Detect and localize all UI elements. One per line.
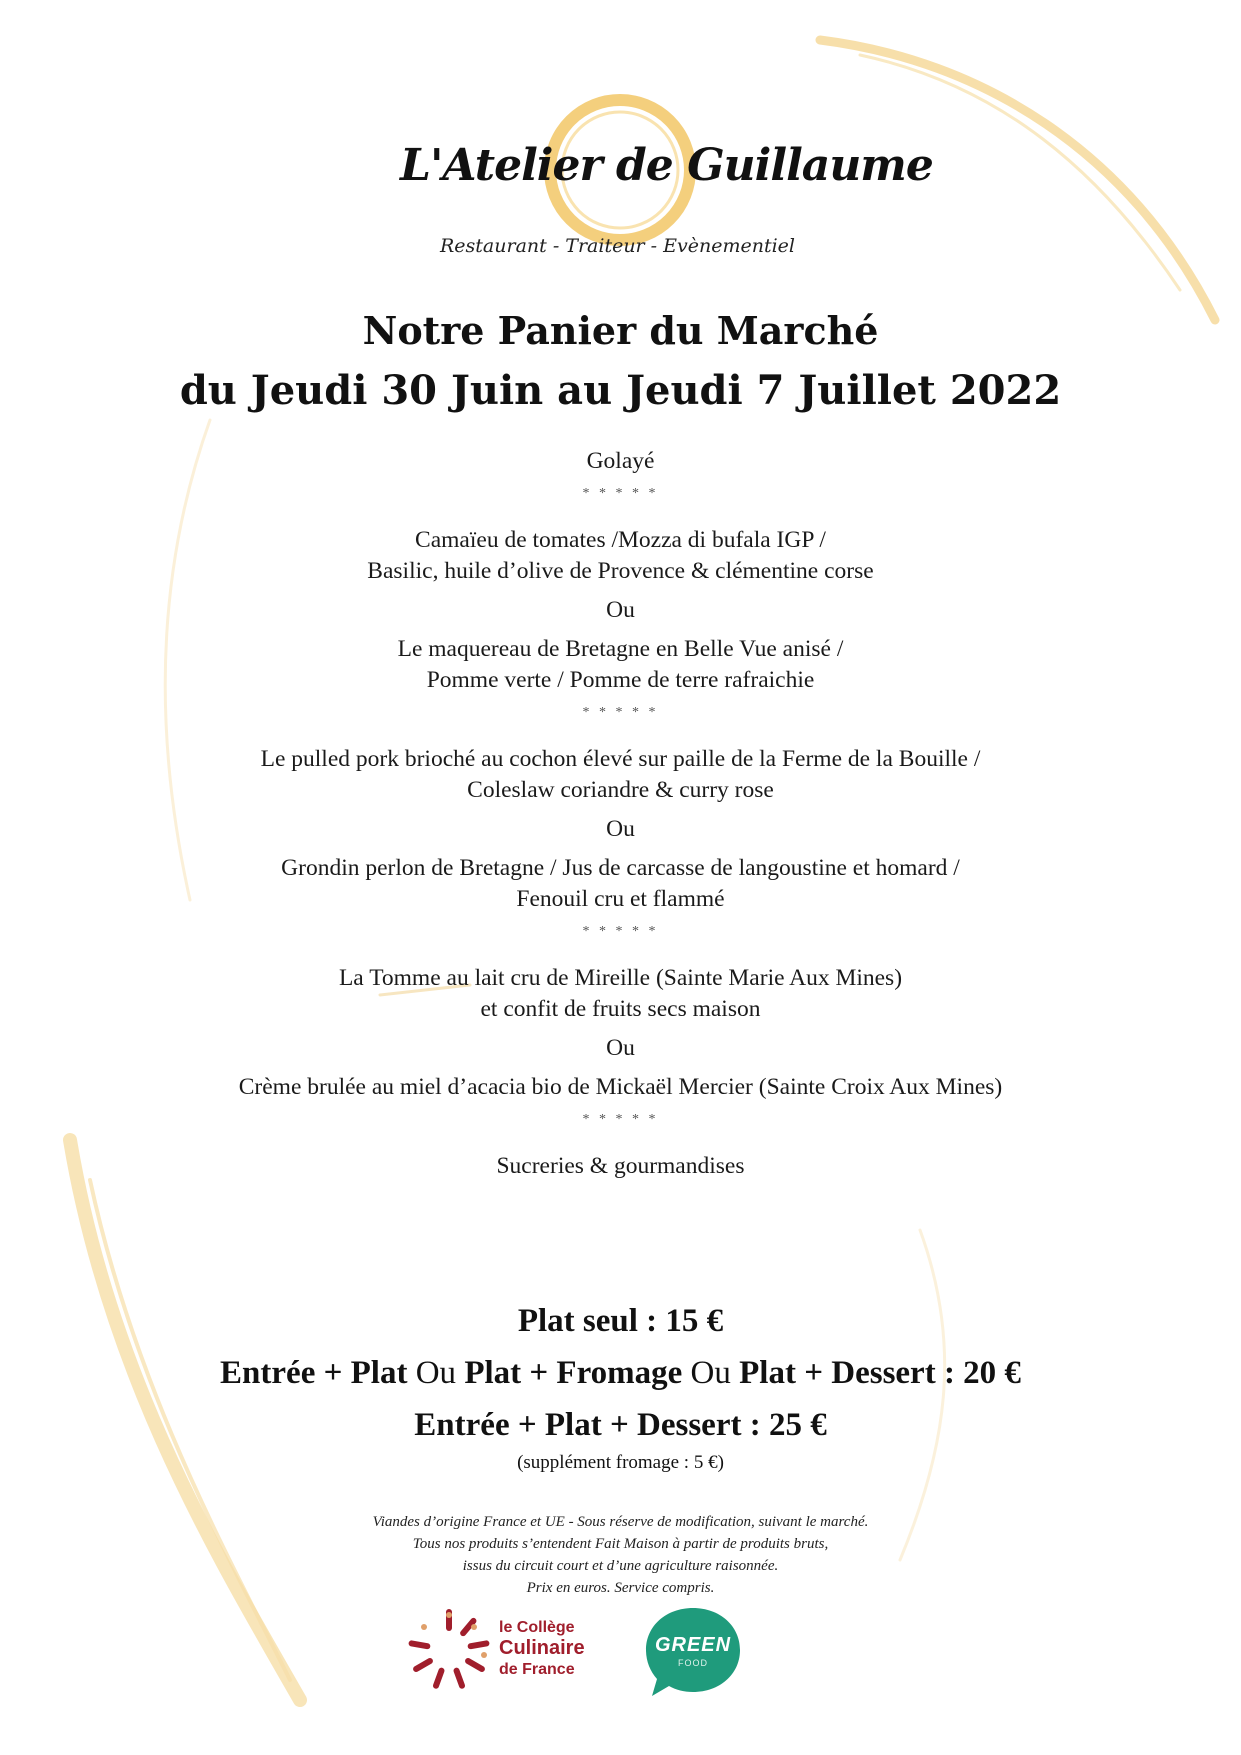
fromage-line-1: La Tomme au lait cru de Mireille (Sainte Marie Aux Mines) [338,965,903,991]
plat-1-line-1: Le pulled pork brioché au cochon élevé sur paille de la Ferme de la Bouille / [260,746,981,772]
college-culinaire-icon [404,1605,494,1695]
menu-list [0,446,1241,1182]
or-label: Ou [606,597,635,623]
logo-tagline: Restaurant - Traiteur - Evènementiel [440,235,795,257]
separator: * * * * * [582,705,659,720]
plat-1-line-2: Coleslaw coriandre & curry rose [467,777,774,803]
footer-line-4: Prix en euros. Service compris. [526,1580,715,1596]
or-label: Ou [690,1355,731,1391]
green-food-logo [638,1602,748,1702]
or-label: Ou [606,1035,635,1061]
amuse-bouche: Golayé [586,448,655,474]
college-text-line-1: le Collège [499,1619,575,1636]
footer-line-2: Tous nos produits s’entendent Fait Maison à partir de produits bruts, [412,1536,829,1552]
formula-plat-dessert: Plat + Dessert : 20 € [739,1355,1021,1391]
cheese-supplement: (supplément fromage : 5 €) [517,1452,724,1473]
entree-2-line-1: Le maquereau de Bretagne en Belle Vue anisé / [397,636,844,662]
restaurant-logo [380,85,933,285]
fromage-line-2: et confit de fruits secs maison [480,996,761,1022]
or-label: Ou [606,816,635,842]
plat-2-line-2: Fenouil cru et flammé [516,886,725,912]
menu-title: Notre Panier du Marché [362,308,879,353]
price-three-courses: Entrée + Plat + Dessert : 25 € [414,1407,827,1443]
price-plat-seul: Plat seul : 15 € [517,1303,724,1339]
or-label: Ou [415,1355,457,1391]
green-food-label: GREEN [654,1634,732,1656]
college-culinaire-text [499,1617,585,1680]
entree-2-line-2: Pomme verte / Pomme de terre rafraichie [426,667,815,693]
footer-line-3: issus du circuit court et d’une agriculture raisonnée. [462,1558,779,1574]
price-list [0,1295,1241,1475]
college-culinaire-logo [404,1605,604,1695]
menu-dates: du Jeudi 30 Juin au Jeudi 7 Juillet 2022 [179,367,1062,414]
price-two-courses [0,1347,1241,1399]
college-text-line-3: de France [499,1661,575,1678]
green-food-sublabel: FOOD [678,1658,708,1668]
footer-line-1: Viandes d’origine France et UE - Sous réserve de modification, suivant le marché. [372,1514,869,1530]
entree-1-line-1: Camaïeu de tomates /Mozza di bufala IGP / [415,527,826,553]
dessert-line: Crème brulée au miel d’acacia bio de Mickaël Mercier (Sainte Croix Aux Mines) [238,1074,1003,1100]
separator: * * * * * [582,1112,659,1127]
logo-name: L'Atelier de Guillaume [400,140,933,191]
plat-2-line-1: Grondin perlon de Bretagne / Jus de carcasse de langoustine et homard / [281,855,960,881]
entree-1-line-2: Basilic, huile d’olive de Provence & clémentine corse [367,558,874,584]
formula-entree-plat: Entrée + Plat [220,1355,408,1391]
footer-notes [0,1511,1241,1599]
sweets-line: Sucreries & gourmandises [496,1153,745,1179]
college-text-line-2: Culinaire [499,1637,585,1659]
formula-plat-fromage: Plat + Fromage [464,1355,683,1391]
separator: * * * * * [582,924,659,939]
separator: * * * * * [582,486,659,501]
